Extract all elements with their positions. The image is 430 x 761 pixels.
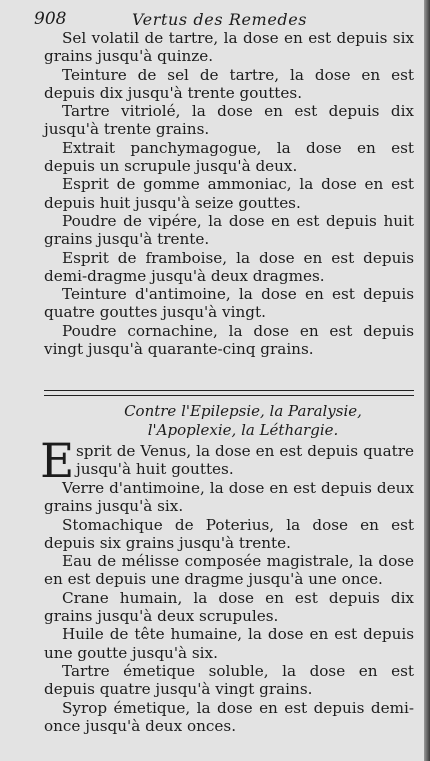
section-divider-rule — [44, 390, 414, 396]
remedy-entry: Esprit de framboise, la dose en est depuis demi-dragme jusqu'à deux dragmes. — [44, 248, 414, 285]
remedy-list-bottom — [44, 479, 414, 735]
remedy-entry: Poudre cornachine, la dose en est depuis vingt jusqu'à quarante-cinq grains. — [44, 321, 414, 359]
remedy-entry: Huile de tête humaine, la dose en est depuis une goutte jusqu'à six. — [44, 625, 414, 662]
first-remedy-entry — [76, 442, 414, 479]
running-title: Vertus des Remedes — [132, 10, 308, 29]
remedy-list-top — [44, 29, 414, 358]
drop-cap: E — [40, 434, 75, 489]
remedy-entry: Crane humain, la dose en est depuis dix grains jusqu'à deux scrupules. — [44, 588, 414, 626]
remedy-entry: Tartre émetique soluble, la dose en est depuis quatre jusqu'à vingt grains. — [44, 661, 414, 699]
remedy-entry: sprit de Venus, la dose en est depuis quatre jusqu'à huit gouttes. — [76, 442, 414, 479]
remedy-entry: Teinture de sel de tartre, la dose en est depuis dix jusqu'à trente gouttes. — [44, 65, 414, 102]
remedy-entry: Esprit de gomme ammoniac, la dose en est depuis huit jusqu'à seize gouttes. — [44, 175, 414, 212]
remedy-entry: Tartre vitriolé, la dose en est depuis dix jusqu'à trente grains. — [44, 102, 414, 139]
page-edge-shadow — [424, 0, 430, 761]
remedy-entry: Extrait panchymagogue, la dose en est depuis un scrupule jusqu'à deux. — [44, 138, 414, 176]
remedy-entry: Eau de mélisse composée magistrale, la dose en est depuis une dragme jusqu'à une once. — [44, 552, 414, 589]
remedy-entry: Teinture d'antimoine, la dose en est depuis quatre gouttes jusqu'à vingt. — [44, 285, 414, 322]
remedy-entry: Poudre de vipére, la dose en est depuis huit grains jusqu'à trente. — [44, 211, 414, 249]
running-header — [34, 9, 414, 31]
remedy-entry: Syrop émetique, la dose en est depuis demi-once jusqu'à deux onces. — [44, 698, 414, 735]
remedy-entry: Stomachique de Poterius, la dose en est depuis six grains jusqu'à trente. — [44, 515, 414, 552]
remedy-entry: Sel volatil de tartre, la dose en est depuis six grains jusqu'à quinze. — [44, 29, 414, 66]
page-number: 908 — [34, 9, 67, 29]
remedy-entry: Verre d'antimoine, la dose en est depuis deux grains jusqu'à six. — [44, 479, 414, 516]
section-heading: Contre l'Epilepsie, la Paralysie, l'Apoplexie, la Léthargie. — [124, 402, 362, 439]
